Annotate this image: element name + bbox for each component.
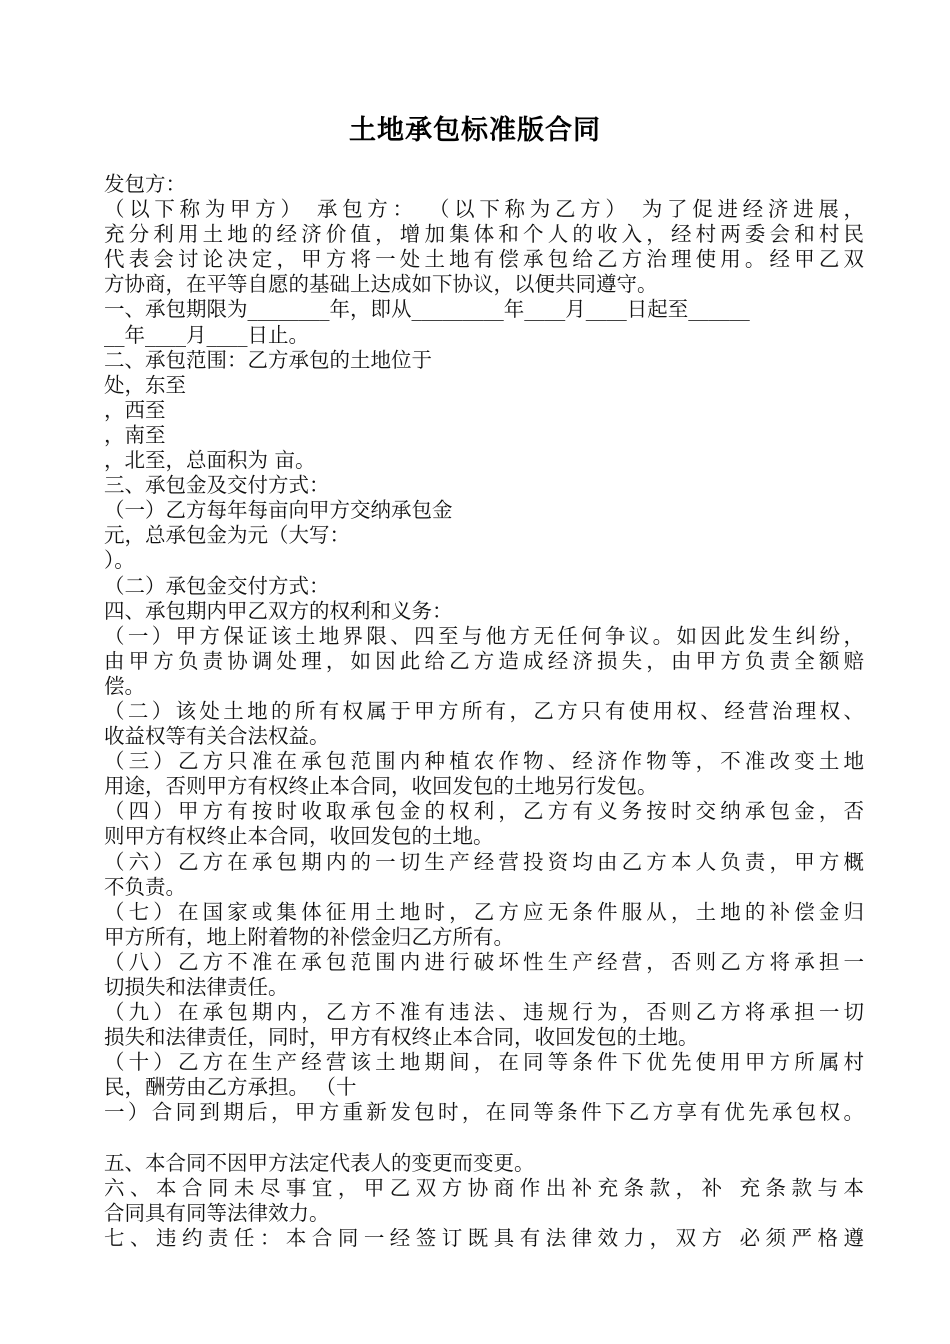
body-line: 收益权等有关合法权益。	[104, 724, 330, 749]
body-line: 用途，否则甲方有权终止本合同，收回发包的土地另行发包。	[104, 774, 658, 799]
body-line: ，北至，总面积为 亩。	[104, 448, 316, 473]
body-line: （四）甲方有按时收取承包金的权利，乙方有义务按时交纳承包金，否	[104, 799, 864, 824]
body-line: ，南至	[104, 422, 166, 447]
body-line: 方协商，在平等自愿的基础上达成如下协议，以便共同遵守。	[104, 272, 658, 297]
body-line: （以下称为甲方） 承包方： （以下称为乙方） 为了促进经济进展，	[104, 197, 864, 222]
body-line: 四、承包期内甲乙双方的权利和义务：	[104, 598, 453, 623]
body-line: 五、本合同不因甲方法定代表人的变更而变更。	[104, 1150, 535, 1175]
body-line: （一）乙方每年每亩向甲方交纳承包金	[104, 498, 453, 523]
body-line: 代表会讨论决定，甲方将一处土地有偿承包给乙方治理使用。经甲乙双	[104, 247, 864, 272]
body-line: （二）承包金交付方式：	[104, 573, 330, 598]
body-line: （二）该处土地的所有权属于甲方所有，乙方只有使用权、经营治理权、	[104, 698, 864, 723]
body-line: （三）乙方只准在承包范围内种植农作物、经济作物等，不准改变土地	[104, 749, 864, 774]
body-line: 三、承包金及交付方式：	[104, 473, 330, 498]
body-line: 发包方：	[104, 172, 186, 196]
body-line: （八）乙方不准在承包范围内进行破坏性生产经营，否则乙方将承担一	[104, 949, 864, 974]
body-line: 一、承包期限为________年，即从_________年____月____日起至______	[104, 297, 750, 322]
body-line: 六、本合同未尽事宜，甲乙双方协商作出补充条款，补 充条款与本	[104, 1175, 864, 1200]
body-line: __年____月____日止。	[104, 322, 309, 347]
body-line: 损失和法律责任，同时，甲方有权终止本合同，收回发包的土地。	[104, 1025, 699, 1050]
body-line: 处，东至	[104, 372, 186, 397]
body-line: 甲方所有，地上附着物的补偿金归乙方所有。	[104, 924, 514, 949]
body-line: 二、承包范围：乙方承包的土地位于	[104, 347, 432, 372]
body-line: 民，酬劳由乙方承担。 （十	[104, 1075, 357, 1100]
body-line: 合同具有同等法律效力。	[104, 1200, 330, 1225]
body-line: 一）合同到期后，甲方重新发包时，在同等条件下乙方享有优先承包权。	[104, 1100, 864, 1125]
body-line: （一）甲方保证该土地界限、四至与他方无任何争议。如因此发生纠纷，	[104, 623, 864, 648]
body-line: ）。	[104, 548, 135, 573]
body-line: （六）乙方在承包期内的一切生产经营投资均由乙方本人负责，甲方概	[104, 849, 864, 874]
document-body	[104, 172, 864, 1251]
body-line: （七）在国家或集体征用土地时，乙方应无条件服从，土地的补偿金归	[104, 899, 864, 924]
body-line: 元，总承包金为元（大写：	[104, 523, 350, 548]
body-line: 充分利用土地的经济价值，增加集体和个人的收入，经村两委会和村民	[104, 222, 864, 247]
body-line: 由甲方负责协调处理，如因此给乙方造成经济损失，由甲方负责全额赔	[104, 648, 864, 673]
body-line-blank	[104, 1126, 864, 1151]
body-line: ，西至	[104, 397, 166, 422]
body-line: （十）乙方在生产经营该土地期间，在同等条件下优先使用甲方所属村	[104, 1050, 864, 1075]
body-line: 则甲方有权终止本合同，收回发包的土地。	[104, 824, 494, 849]
body-line: 七、违约责任：本合同一经签订既具有法律效力，双方 必须严格遵	[104, 1225, 864, 1250]
body-line: 切损失和法律责任。	[104, 975, 289, 999]
document-title: 土地承包标准版合同	[349, 115, 601, 146]
body-line: 偿。	[104, 673, 145, 698]
body-line: （九）在承包期内，乙方不准有违法、违规行为，否则乙方将承担一切	[104, 1000, 864, 1025]
body-line: 不负责。	[104, 874, 186, 899]
